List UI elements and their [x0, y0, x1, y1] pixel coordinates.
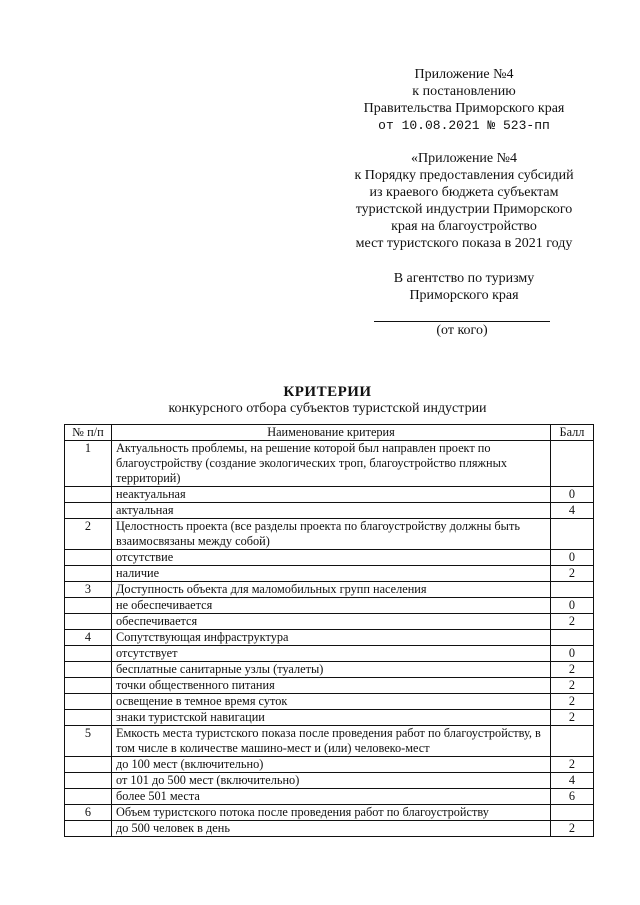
score-cell: 2 [551, 821, 594, 837]
row-number-cell [65, 550, 112, 566]
row-number-cell: 4 [65, 630, 112, 646]
score-cell [551, 441, 594, 487]
score-cell: 4 [551, 773, 594, 789]
procedure-line-5: края на благоустройство [391, 219, 537, 234]
score-cell: 2 [551, 662, 594, 678]
score-cell: 2 [551, 710, 594, 726]
criteria-table-body [65, 441, 594, 837]
document-title: КРИТЕРИИ [283, 384, 372, 400]
column-header-number: № п/п [65, 425, 112, 441]
procedure-reference-block [300, 150, 628, 252]
criterion-cell: Актуальность проблемы, на решение которой был направлен проект по благоустройству (создание экологических троп, благоустройство пляжных территорий) [112, 441, 551, 487]
table-header-row [65, 425, 594, 441]
column-header-score: Балл [551, 425, 594, 441]
table-row [65, 694, 594, 710]
procedure-line-3: из краевого бюджета субъектам [369, 185, 559, 200]
row-number-cell [65, 487, 112, 503]
criteria-table [64, 424, 594, 837]
criterion-cell: Целостность проекта (все разделы проекта по благоустройству должны быть взаимосвязаны между собой) [112, 519, 551, 550]
appendix-number: Приложение №4 [414, 67, 514, 82]
score-cell: 4 [551, 503, 594, 519]
score-cell: 2 [551, 678, 594, 694]
row-number-cell [65, 614, 112, 630]
table-row [65, 821, 594, 837]
score-cell [551, 582, 594, 598]
table-row [65, 773, 594, 789]
criterion-cell: наличие [112, 566, 551, 582]
table-row [65, 487, 594, 503]
score-cell: 0 [551, 550, 594, 566]
document-subtitle: конкурсного отбора субъектов туристской индустрии [168, 401, 487, 416]
table-row [65, 726, 594, 757]
row-number-cell [65, 566, 112, 582]
row-number-cell: 1 [65, 441, 112, 487]
row-number-cell: 2 [65, 519, 112, 550]
table-row [65, 614, 594, 630]
score-cell [551, 630, 594, 646]
row-number-cell [65, 710, 112, 726]
score-cell: 2 [551, 614, 594, 630]
criterion-cell: отсутствие [112, 550, 551, 566]
table-row [65, 503, 594, 519]
score-cell: 2 [551, 757, 594, 773]
addressee-line-1: В агентство по туризму [393, 271, 535, 286]
table-row [65, 662, 594, 678]
procedure-line-4: туристской индустрии Приморского [355, 202, 573, 217]
row-number-cell: 3 [65, 582, 112, 598]
criterion-cell: от 101 до 500 мест (включительно) [112, 773, 551, 789]
row-number-cell [65, 757, 112, 773]
government-line: Правительства Приморского края [363, 101, 565, 116]
from-whom-label: (от кого) [436, 323, 488, 338]
row-number-cell [65, 773, 112, 789]
procedure-line-6: мест туристского показа в 2021 году [355, 236, 573, 251]
criterion-cell: Объем туристского потока после проведения работ по благоустройству [112, 805, 551, 821]
score-cell: 0 [551, 487, 594, 503]
row-number-cell [65, 598, 112, 614]
table-row [65, 757, 594, 773]
criterion-cell: Доступность объекта для маломобильных групп населения [112, 582, 551, 598]
decree-date-number: от 10.08.2021 № 523-пп [378, 118, 550, 133]
column-header-criterion: Наименование критерия [112, 425, 551, 441]
row-number-cell [65, 789, 112, 805]
criterion-cell: до 500 человек в день [112, 821, 551, 837]
procedure-line-1: «Приложение №4 [411, 151, 517, 166]
criterion-cell: Емкость места туристского показа после проведения работ по благоустройству, в том числе в количестве машино-мест и (или) человеко-мест [112, 726, 551, 757]
criterion-cell: знаки туристской навигации [112, 710, 551, 726]
table-row [65, 519, 594, 550]
table-row [65, 789, 594, 805]
score-cell: 0 [551, 646, 594, 662]
criterion-cell: точки общественного питания [112, 678, 551, 694]
table-row [65, 630, 594, 646]
row-number-cell [65, 678, 112, 694]
table-row [65, 441, 594, 487]
score-cell: 6 [551, 789, 594, 805]
decree-reference-block [300, 66, 628, 134]
table-row [65, 582, 594, 598]
addressee-line-2: Приморского края [409, 288, 519, 303]
criterion-cell: более 501 места [112, 789, 551, 805]
row-number-cell [65, 821, 112, 837]
row-number-cell [65, 503, 112, 519]
table-row [65, 646, 594, 662]
row-number-cell: 6 [65, 805, 112, 821]
criterion-cell: освещение в темное время суток [112, 694, 551, 710]
score-cell: 0 [551, 598, 594, 614]
criterion-cell: до 100 мест (включительно) [112, 757, 551, 773]
criterion-cell: отсутствует [112, 646, 551, 662]
row-number-cell: 5 [65, 726, 112, 757]
to-resolution-line: к постановлению [412, 84, 516, 99]
score-cell [551, 726, 594, 757]
score-cell [551, 805, 594, 821]
table-row [65, 805, 594, 821]
sender-signature-line [374, 321, 550, 322]
criterion-cell: обеспечивается [112, 614, 551, 630]
row-number-cell [65, 646, 112, 662]
table-row [65, 710, 594, 726]
criterion-cell: Сопутствующая инфраструктура [112, 630, 551, 646]
procedure-line-2: к Порядку предоставления субсидий [354, 168, 574, 183]
criterion-cell: не обеспечивается [112, 598, 551, 614]
score-cell [551, 519, 594, 550]
table-row [65, 598, 594, 614]
table-row [65, 566, 594, 582]
addressee-block [300, 270, 628, 304]
table-row [65, 550, 594, 566]
criterion-cell: актуальная [112, 503, 551, 519]
score-cell: 2 [551, 566, 594, 582]
row-number-cell [65, 694, 112, 710]
row-number-cell [65, 662, 112, 678]
criterion-cell: бесплатные санитарные узлы (туалеты) [112, 662, 551, 678]
score-cell: 2 [551, 694, 594, 710]
criterion-cell: неактуальная [112, 487, 551, 503]
table-row [65, 678, 594, 694]
